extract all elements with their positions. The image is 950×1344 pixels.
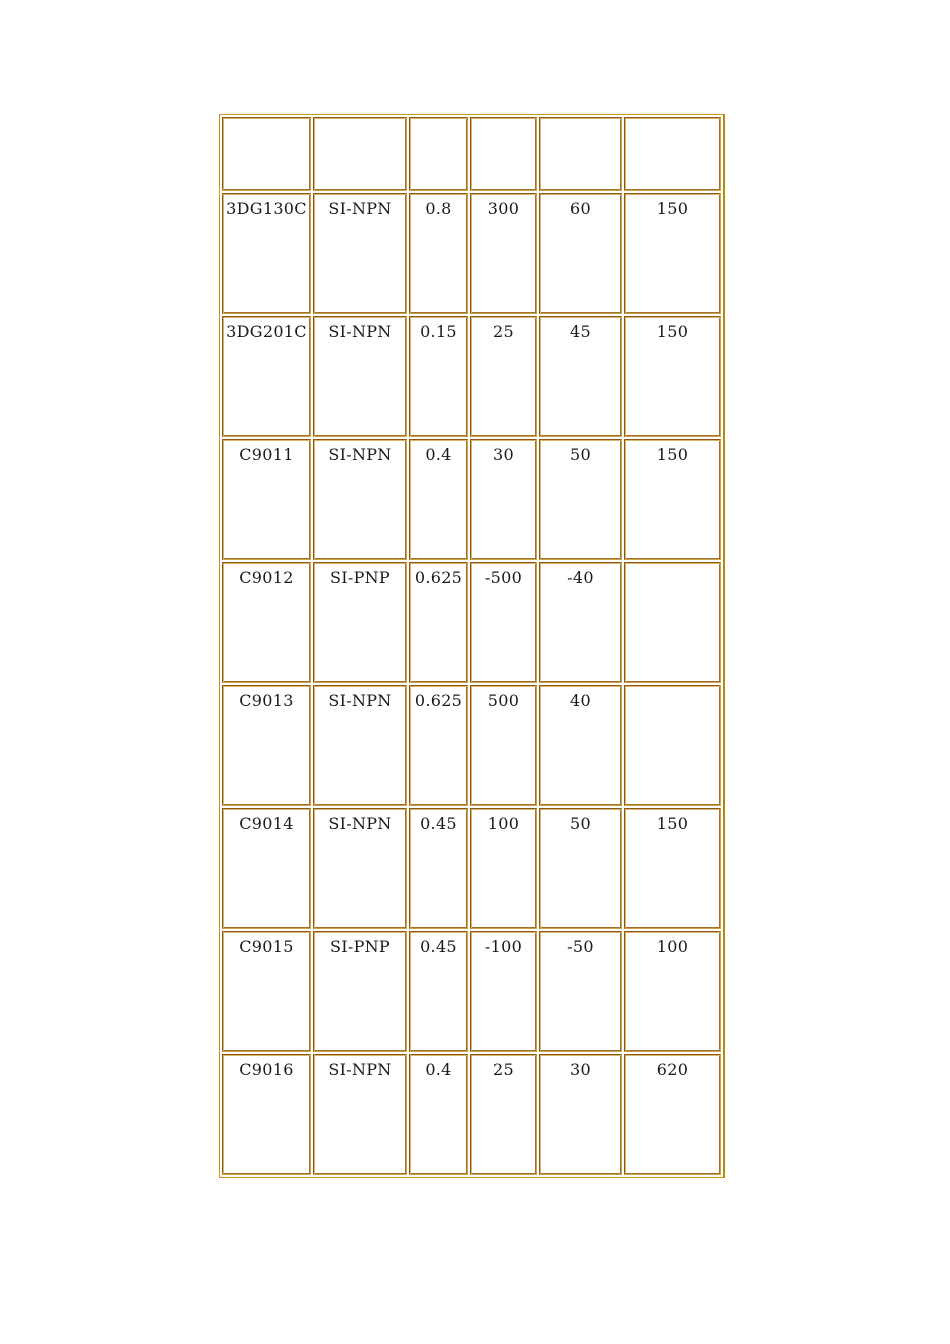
- cell-frequency: 150: [624, 316, 721, 437]
- table-header-row: [222, 117, 721, 191]
- cell-model: C9012: [222, 562, 311, 683]
- cell-current: 300: [470, 193, 537, 314]
- cell-frequency: 150: [624, 193, 721, 314]
- cell-type: SI-NPN: [313, 685, 407, 806]
- cell-model: C9011: [222, 439, 311, 560]
- cell-frequency: 620: [624, 1054, 721, 1175]
- cell-current: 25: [470, 316, 537, 437]
- table-row: [222, 931, 721, 1052]
- header-cell-type: [313, 117, 407, 191]
- cell-power: 0.45: [409, 931, 468, 1052]
- cell-current: 100: [470, 808, 537, 929]
- table-row: [222, 1054, 721, 1175]
- header-cell-frequency: [624, 117, 721, 191]
- cell-power: 0.15: [409, 316, 468, 437]
- cell-model: C9016: [222, 1054, 311, 1175]
- header-cell-voltage: [539, 117, 622, 191]
- cell-current: 30: [470, 439, 537, 560]
- cell-power: 0.4: [409, 439, 468, 560]
- cell-model: C9015: [222, 931, 311, 1052]
- cell-frequency: 150: [624, 439, 721, 560]
- transistor-spec-table: [219, 114, 725, 1178]
- table-row: [222, 316, 721, 437]
- cell-current: -500: [470, 562, 537, 683]
- cell-voltage: 45: [539, 316, 622, 437]
- table-row: [222, 193, 721, 314]
- cell-power: 0.625: [409, 685, 468, 806]
- header-cell-power: [409, 117, 468, 191]
- cell-voltage: 50: [539, 808, 622, 929]
- cell-voltage: 40: [539, 685, 622, 806]
- table-row: [222, 685, 721, 806]
- cell-model: 3DG201C: [222, 316, 311, 437]
- header-cell-model: [222, 117, 311, 191]
- cell-power: 0.625: [409, 562, 468, 683]
- cell-type: SI-NPN: [313, 193, 407, 314]
- cell-frequency: [624, 562, 721, 683]
- cell-model: C9014: [222, 808, 311, 929]
- cell-voltage: 50: [539, 439, 622, 560]
- cell-frequency: [624, 685, 721, 806]
- table-body: [222, 117, 721, 1175]
- cell-type: SI-PNP: [313, 931, 407, 1052]
- cell-type: SI-PNP: [313, 562, 407, 683]
- cell-type: SI-NPN: [313, 808, 407, 929]
- cell-current: -100: [470, 931, 537, 1052]
- cell-current: 25: [470, 1054, 537, 1175]
- cell-power: 0.8: [409, 193, 468, 314]
- table-row: [222, 808, 721, 929]
- cell-voltage: -50: [539, 931, 622, 1052]
- cell-current: 500: [470, 685, 537, 806]
- table-row: [222, 562, 721, 683]
- cell-model: C9013: [222, 685, 311, 806]
- cell-power: 0.45: [409, 808, 468, 929]
- table-row: [222, 439, 721, 560]
- cell-power: 0.4: [409, 1054, 468, 1175]
- cell-voltage: 60: [539, 193, 622, 314]
- cell-type: SI-NPN: [313, 1054, 407, 1175]
- header-cell-current: [470, 117, 537, 191]
- cell-type: SI-NPN: [313, 439, 407, 560]
- cell-model: 3DG130C: [222, 193, 311, 314]
- cell-type: SI-NPN: [313, 316, 407, 437]
- cell-frequency: 100: [624, 931, 721, 1052]
- cell-frequency: 150: [624, 808, 721, 929]
- cell-voltage: -40: [539, 562, 622, 683]
- cell-voltage: 30: [539, 1054, 622, 1175]
